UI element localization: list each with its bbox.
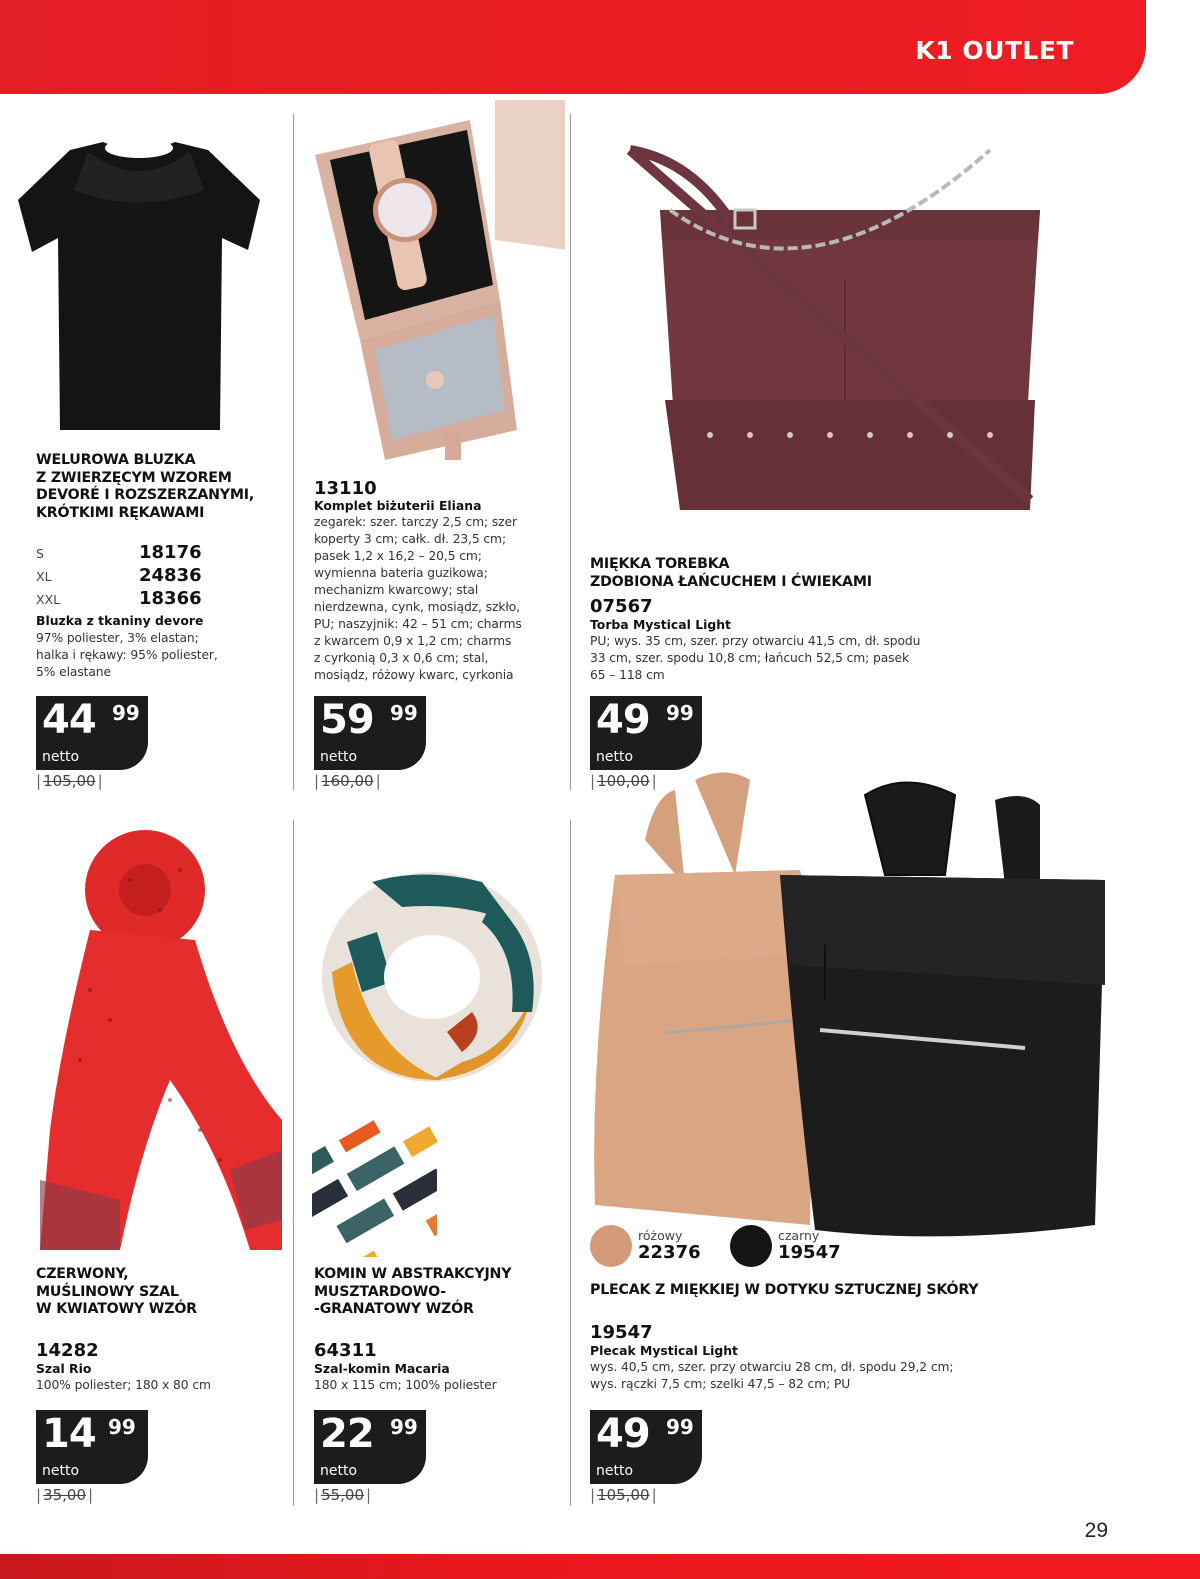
product-description: wys. 40,5 cm, szer. przy otwarciu 28 cm, dł. spodu 29,2 cm; wys. rączki 7,5 cm; szelki 47,5 – 82 cm; PU — [590, 1360, 954, 1391]
product-subname: Torba Mystical Light — [590, 617, 731, 632]
burgundy-handbag-photo — [590, 120, 1090, 530]
size-list — [36, 542, 202, 611]
product-subname: Komplet biżuterii Eliana — [314, 498, 482, 513]
backpacks-photo — [585, 765, 1165, 1240]
page-number: 29 — [1084, 1519, 1108, 1542]
column-divider — [570, 114, 571, 790]
product-code: 14282 — [36, 1340, 99, 1361]
color-swatch-pink[interactable]: różowy 22376 — [590, 1225, 701, 1267]
infinity-scarf-photo — [312, 862, 552, 1262]
price-badge: 49 99 netto — [590, 1410, 702, 1484]
product-code: 13110 — [314, 478, 377, 499]
section-title: K1 OUTLET — [915, 36, 1074, 65]
product-title: MIĘKKA TOREBKA ZDOBIONA ŁAŃCUCHEM I ĆWIEKAMI — [590, 556, 872, 590]
color-dot — [590, 1225, 632, 1267]
size-row: XL 24836 — [36, 565, 202, 586]
product-description: 97% poliester, 3% elastan; halka i rękawy: 95% poliester, 5% elastane — [36, 631, 218, 679]
product-title: CZERWONY, MUŚLINOWY SZAL W KWIATOWY WZÓR — [36, 1266, 197, 1317]
black-blouse-photo — [8, 120, 270, 440]
size-row: XXL 18366 — [36, 588, 202, 609]
old-price: | 55,00 | — [314, 1486, 372, 1504]
product-description: zegarek: szer. tarczy 2,5 cm; szer koperty 3 cm; całk. dł. 23,5 cm; pasek 1,2 x 16,2 – 20,5 cm; wymienna bateria guzikowa; mechanizm kwarcowy; stal nierdzewna, cynk, mosiądz, szkło, PU; naszyjnik: 42 – 51 cm; charms z kwarcem 0,9 x 1,2 cm; charms z cyrkonią 0,3 x 0,6 cm; stal, mosiądz, różowy kwarc, cyrkonia — [314, 515, 522, 682]
product-subname: Szal Rio — [36, 1361, 92, 1376]
header-bar — [0, 0, 1146, 94]
product-description: PU; wys. 35 cm, szer. przy otwarciu 41,5 cm, dł. spodu 33 cm, szer. spodu 10,8 cm; łańcuch 52,5 cm; pasek 65 – 118 cm — [590, 634, 921, 682]
product-subname: Plecak Mystical Light — [590, 1343, 738, 1358]
old-price: | 100,00 | — [590, 772, 657, 790]
column-divider — [570, 820, 571, 1506]
old-price: | 160,00 | — [314, 772, 381, 790]
price-badge: 14 99 netto — [36, 1410, 148, 1484]
red-scarf-photo — [20, 820, 285, 1250]
footer-bar — [0, 1554, 1200, 1579]
old-price: | 105,00 | — [590, 1486, 657, 1504]
product-code: 07567 — [590, 596, 653, 617]
product-title: PLECAK Z MIĘKKIEJ W DOTYKU SZTUCZNEJ SKÓRY — [590, 1282, 979, 1298]
price-badge: 44 99 netto — [36, 696, 148, 770]
price-badge: 49 99 netto — [590, 696, 702, 770]
product-description: 180 x 115 cm; 100% poliester — [314, 1378, 497, 1392]
watch-gift-box-photo — [305, 100, 565, 465]
color-swatch-black[interactable]: czarny 19547 — [730, 1225, 841, 1267]
product-title: KOMIN W ABSTRAKCYJNY MUSZTARDOWO- -GRANATOWY WZÓR — [314, 1266, 512, 1317]
product-subname: Szal-komin Macaria — [314, 1361, 450, 1376]
pattern-swatch — [312, 1117, 437, 1257]
price-badge: 22 99 netto — [314, 1410, 426, 1484]
product-code: 19547 — [590, 1322, 653, 1343]
product-subname: Bluzka z tkaniny devore — [36, 613, 204, 628]
product-code: 64311 — [314, 1340, 377, 1361]
color-dot — [730, 1225, 772, 1267]
column-divider — [293, 820, 294, 1506]
price-badge: 59 99 netto — [314, 696, 426, 770]
product-title: WELUROWA BLUZKA Z ZWIERZĘCYM WZOREM DEVORÉ I ROZSZERZANYMI, KRÓTKIMI RĘKAWAMI — [36, 452, 255, 521]
old-price: | 35,00 | — [36, 1486, 94, 1504]
product-description: 100% poliester; 180 x 80 cm — [36, 1378, 211, 1392]
old-price: | 105,00 | — [36, 772, 103, 790]
size-row: S 18176 — [36, 542, 202, 563]
